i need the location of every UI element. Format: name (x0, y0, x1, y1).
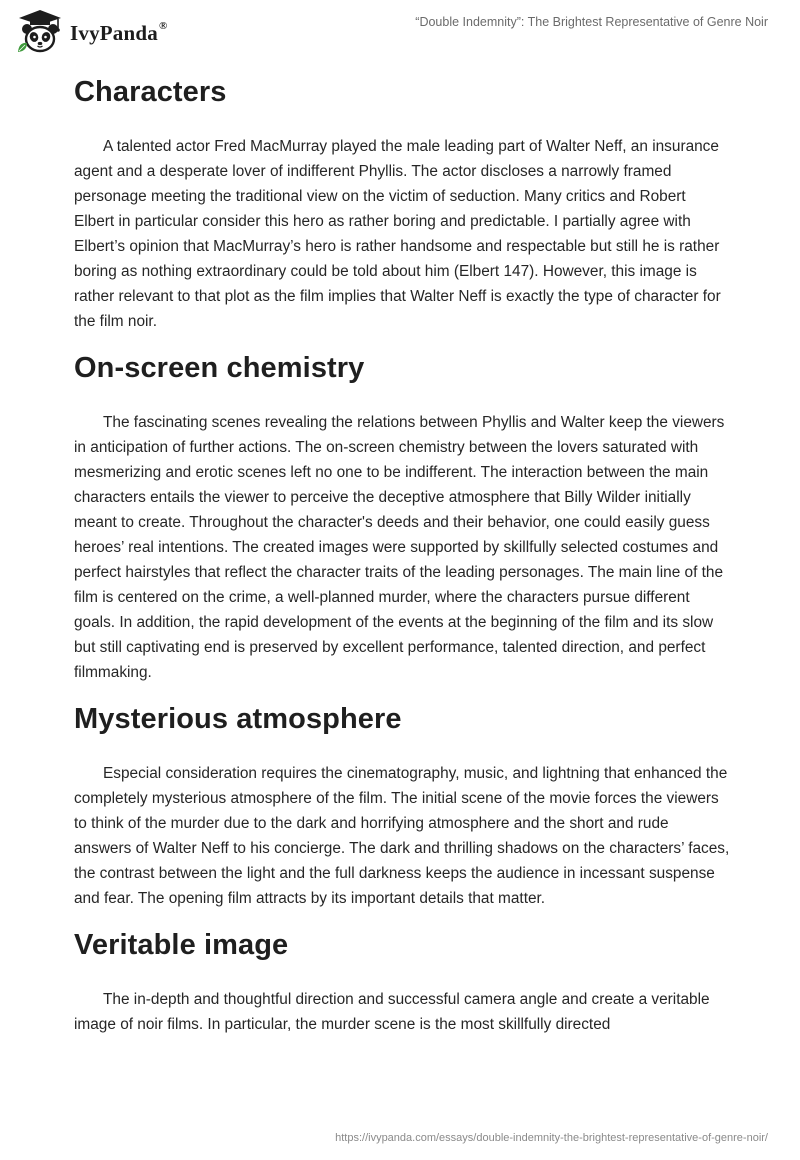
section-paragraph: The in-depth and thoughtful direction and successful camera angle and create a veritable image of noir films. In particular, the murder scene is the most skillfully directed (74, 991, 710, 1033)
ivypanda-logo[interactable] (14, 8, 167, 56)
brand-name: IvyPanda® (70, 19, 168, 45)
section-heading: On-screen chemistry (74, 352, 365, 384)
section-veritable-image (74, 925, 730, 1037)
section-heading: Characters (74, 76, 227, 108)
panda-mascot-icon (14, 8, 66, 56)
section-paragraph: The fascinating scenes revealing the relations between Phyllis and Walter keep the viewers in anticipation of further actions. The on-screen chemistry between the lovers saturated with mesmerizing and erotic scenes left no one to be indifferent. The interaction between the main characters entails the viewer to perceive the deceptive atmosphere that Billy Wilder initially meant to create. Throughout the character's deeds and their behavior, one could easily guess heroes’ real intentions. The created images were supported by skillfully selected costumes and perfect hairstyles that reflect the character traits of the leading personages. The main line of the film is centered on the crime, a well-planned murder, where the characters pursue different goals. In addition, the rapid development of the events at the beginning of the film and its slow but still captivating end is preserved by excellent performance, talented direction, and perfect filmmaking. (74, 414, 725, 681)
section-heading: Mysterious atmosphere (74, 703, 402, 735)
registered-mark: ® (158, 19, 168, 32)
essay-content (74, 70, 730, 1037)
source-url-link[interactable]: https://ivypanda.com/essays/double-indemnity-the-brightest-representative-of-genre-noir/ (335, 1132, 768, 1144)
document-title: “Double Indemnity”: The Brightest Representative of Genre Noir (415, 15, 768, 29)
section-paragraph: A talented actor Fred MacMurray played the male leading part of Walter Neff, an insurance agent and a desperate lover of indifferent Phyllis. The actor discloses a narrowly framed personage meeting the traditional view on the victim of seduction. Many critics and Robert Elbert in particular consider this hero as rather boring and predictable. I partially agree with Elbert’s opinion that MacMurray’s hero is rather handsome and respectable but still he is rather boring as nothing extraordinary could be told about him (Elbert 147). However, this image is rather relevant to that plot as the film implies that Walter Neff is exactly the type of character for the film noir. (74, 138, 721, 330)
section-mysterious-atmosphere (74, 699, 730, 911)
page-header (0, 0, 800, 60)
section-heading: Veritable image (74, 929, 289, 961)
section-characters (74, 72, 730, 334)
section-on-screen-chemistry (74, 348, 730, 685)
section-paragraph: Especial consideration requires the cinematography, music, and lightning that enhanced the completely mysterious atmosphere of the film. The initial scene of the movie forces the viewers to think of the murder due to the dark and horrifying atmosphere and the short and rude answers of Walter Neff to his concierge. The dark and thrilling shadows on the characters’ faces, the contrast between the light and the full darkness keeps the audience in incessant suspense and fear. The opening film attracts by its important details that matter. (74, 765, 730, 907)
